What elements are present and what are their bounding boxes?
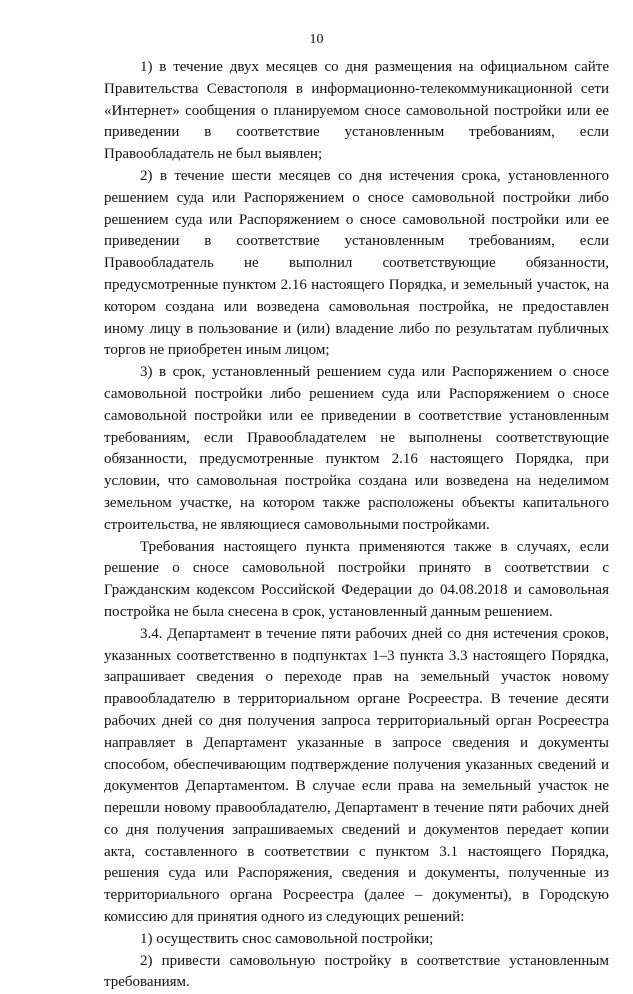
document-body [104,57,609,994]
paragraph-decision-1: 1) осуществить снос самовольной постройки; [140,930,434,947]
paragraph-requirements: Требования настоящего пункта применяются также в случаях, если решение о сносе самовольной постройки принято в соответствии с Гражданским кодексом Российской Федерации до 04.08.2018 и самовольная постройка не была снесена в срок, установленный данным решением. [104,538,609,620]
paragraph-item-2: 2) в течение шести месяцев со дня истечения срока, установленного решением суда или Распоряжением о сносе самовольной постройки либо решением суда или Распоряжением о сносе самовольной постройки или ее приведении в соответствие установленным требованиям, если Правообладатель не выполнил соответствующие обязанности, предусмотренные пунктом 2.16 настоящего Порядка, и земельный участок, на котором создана или возведена самовольная постройка, не предоставлен иному лицу в пользование и (или) владение либо по результатам публичных торгов не приобретен иным лицом; [104,167,609,359]
paragraph-3-4: 3.4. Департамент в течение пяти рабочих дней со дня истечения сроков, указанных соответственно в подпунктах 1–3 пункта 3.3 настоящего Порядка, запрашивает сведения о переходе прав на земельный участок новому правообладателю в территориальном органе Росреестра. В течение десяти рабочих дней со дня получения запроса территориальный орган Росреестра направляет в Департамент указанные в запросе сведения и документы способом, обеспечивающим подтверждение получения указанных сведений и документов Департаментом. В случае если права на земельный участок не перешли новому правообладателю, Департамент в течение пяти рабочих дней со дня получения запрашиваемых сведений и документов передает копии акта, составленного в соответствии с пунктом 3.1 настоящего Порядка, решения суда или Распоряжения, сведения и документы, полученные из территориального органа Росреестра (далее – документы), в Городскую комиссию для принятия одного из следующих решений: [104,625,609,926]
paragraph-decision-2: 2) привести самовольную постройку в соответствие установленным требованиям. [104,952,609,991]
page-number: 10 [309,32,324,47]
paragraph-item-1: 1) в течение двух месяцев со дня размещения на официальном сайте Правительства Севастополя в информационно-телекоммуникационной сети «Интернет» сообщения о планируемом сносе самовольной постройки или ее приведении в соответствие установленным требованиям, если Правообладатель не был выявлен; [104,59,609,163]
paragraph-item-3: 3) в срок, установленный решением суда или Распоряжением о сносе самовольной постройки либо решением суда или Распоряжением о сносе самовольной постройки или ее приведении в соответствие установленным требованиям, если Правообладателем не выполнены соответствующие обязанности, предусмотренные пунктом 2.16 настоящего Порядка, при условии, что самовольная постройка создана или возведена на неделимом земельном участке, на котором также расположены объекты капитального строительства, не являющиеся самовольными постройками. [104,364,609,533]
